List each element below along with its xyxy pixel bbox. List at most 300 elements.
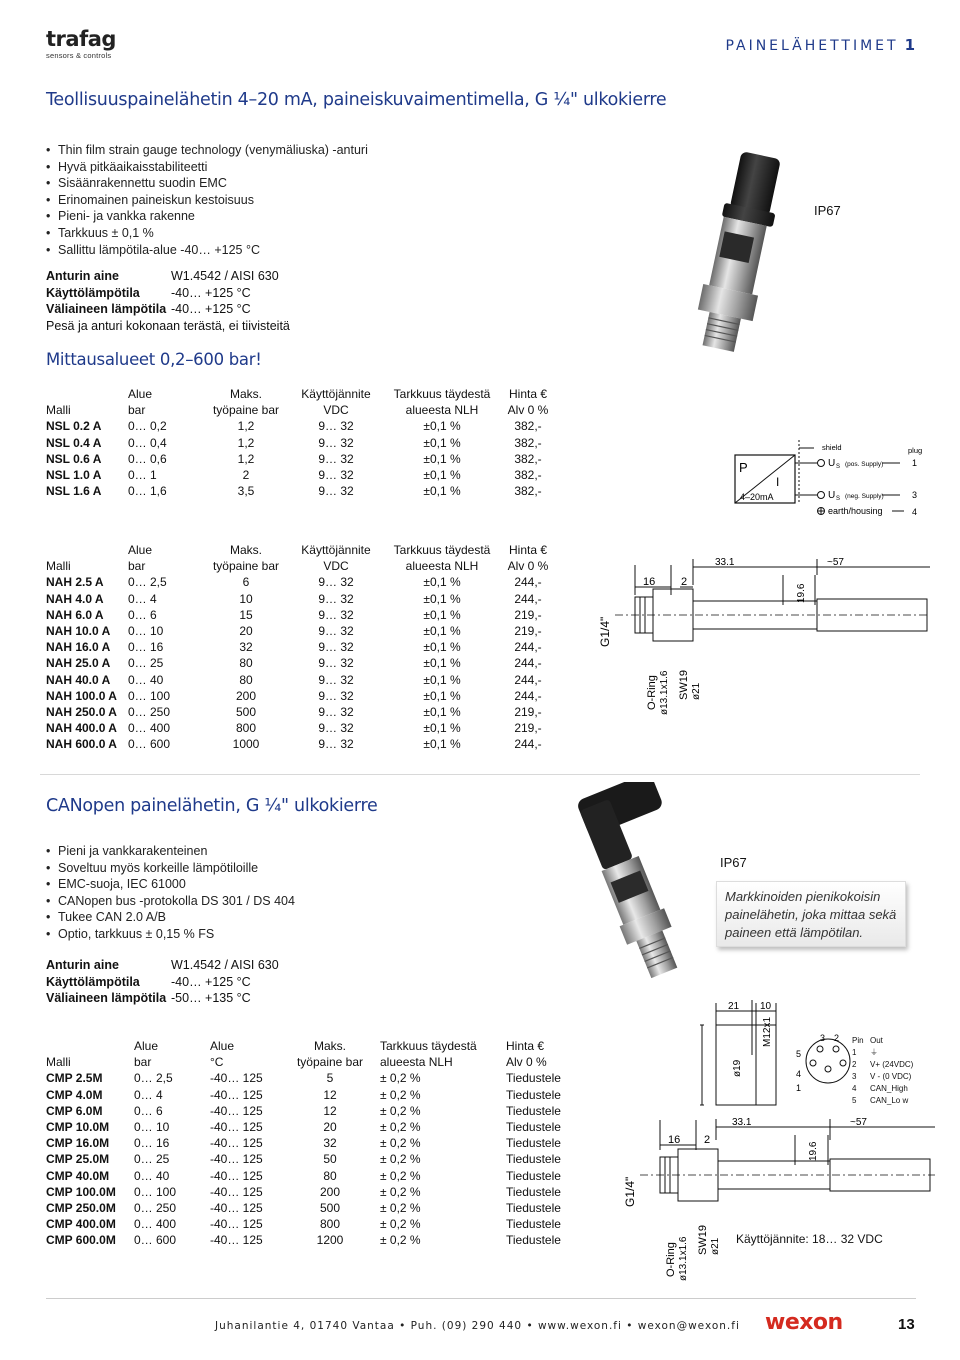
cmp-sensor-photo [548,782,718,987]
table-cell: Alue [128,543,153,557]
dim2-2: 2 [704,1134,711,1146]
pin-row [852,1083,916,1095]
feature-item: • CANopen bus -protokolla DS 301 / DS 404 [46,893,295,910]
table-row [46,1216,566,1232]
spec-value: -40… +125 °C [171,285,251,300]
table-cell: 0… 400 [134,1217,177,1232]
conn-pin-4: 4 [796,1069,802,1079]
table-cell: NAH 16.0 A [46,640,111,655]
table-cell: 244,- [514,688,542,703]
table-cell: -40… 125 [210,1152,263,1167]
table-cell: °C [210,1055,224,1070]
table-cell: alueesta NLH [380,1055,453,1070]
table-cell: ± 0,2 % [380,1168,421,1183]
table-cell: Tarkkuus täydestä [380,1039,477,1053]
table-cell: Alv 0 % [507,403,549,418]
table-cell: Hinta € [506,1039,545,1053]
table-row [46,1151,566,1167]
table-cell: bar [134,1055,152,1070]
dim-33: 33.1 [715,557,735,568]
table-cell: ±0,1 % [423,468,461,483]
table-cell: 0… 0,4 [128,435,167,450]
table-cell: 0… 0,2 [128,419,167,434]
table-cell: 382,- [514,419,542,434]
table-cell: 9… 32 [318,640,354,655]
spec-label: Anturin aine [46,269,119,283]
pin-header-row [852,1035,916,1047]
table-cell: ±0,1 % [423,705,461,720]
logo-wordmark: trafag [46,27,116,51]
table-cell: ±0,1 % [423,640,461,655]
nah-price-table [46,542,554,753]
table-cell: 20 [323,1120,337,1135]
dim2-33: 33.1 [732,1117,752,1128]
table-cell: 9… 32 [318,607,354,622]
table-cell [46,386,128,402]
section-title: PAINELÄHETTIMET [725,38,899,54]
dim2-10: 10 [760,1001,772,1012]
dim2-thread: G1/4" [623,1176,637,1207]
section1-specs [46,268,279,318]
table-cell: 244,- [514,737,542,752]
dim-oring-size: ø13.1x1.6 [659,670,670,715]
table-row [46,418,554,434]
table-cell: 244,- [514,640,542,655]
pin-cell: 2 [852,1060,857,1069]
table-cell: Tarkkuus täydestä [393,543,491,557]
table-cell: ±0,1 % [423,435,461,450]
dim2-21: 21 [728,1001,740,1012]
feature-item: • Tukee CAN 2.0 A/B [46,909,295,926]
dim2-oring: O-Ring [665,1242,677,1277]
table-cell: ±0,1 % [423,575,461,590]
nsl-price-table [46,386,554,499]
table-cell: Tiedustele [506,1217,561,1232]
pin-cell: V - (0 VDC) [870,1072,912,1081]
table-cell: Maks. [313,1039,346,1053]
table-cell: alueesta NLH [405,559,479,574]
section1-subtitle: Mittausalueet 0,2–600 bar! [46,350,262,369]
nsl-dimension-drawing [595,555,935,725]
spec-row [46,957,279,974]
table-cell: ±0,1 % [423,451,461,466]
table-cell: 244,- [514,672,542,687]
section2-feature-list [46,843,295,943]
pin-row [852,1047,916,1059]
table-row [46,1119,566,1135]
pin-header-cell: Out [870,1036,883,1045]
section-number: 1 [904,36,915,54]
spec-row [46,990,279,1007]
spec-label: Käyttölämpötila [46,974,140,989]
table-cell: 12 [323,1103,337,1118]
feature-item: • Pieni- ja vankka rakenne [46,208,368,225]
table-cell: -40… 125 [210,1217,263,1232]
table-cell: Alue [210,1039,235,1053]
table-row [46,451,554,467]
wiring-shield-label: shield [822,443,842,452]
wiring-diagram [732,438,932,522]
footer-address: Juhanilantie 4, 01740 Vantaa • Puh. (09) 290 440 • www.wexon.fi • wexon@wexon.fi [215,1320,740,1332]
table-cell: CMP 100.0M [46,1184,116,1199]
page-number: 13 [898,1316,915,1333]
table-cell: 9… 32 [318,688,354,703]
pin-cell: V+ (24VDC) [870,1060,914,1069]
table-cell: 5 [326,1071,334,1086]
table-cell: 244,- [514,591,542,606]
dim-16: 16 [643,576,656,588]
table-cell: CMP 4.0M [46,1087,103,1102]
feature-item: • EMC-suoja, IEC 61000 [46,876,295,893]
table-cell: Malli [46,403,71,418]
table-cell: -40… 125 [210,1103,263,1118]
table-cell [46,1038,134,1054]
nsl-sensor-photo [670,150,800,360]
table-cell: Alue [134,1039,159,1053]
table-cell: NSL 0.6 A [46,451,102,466]
table-cell: 9… 32 [318,705,354,720]
table-cell: -40… 125 [210,1201,263,1216]
table-cell: Alue [128,387,153,401]
caption-box: Markkinoiden pienikokoisin painelähetin, joka mittaa sekä paineen että lämpötilan. [716,881,906,947]
table-cell: 244,- [514,656,542,671]
table-cell: ± 0,2 % [380,1201,421,1216]
table-cell: 0… 6 [128,607,157,622]
wiring-us-pos: U [828,458,836,469]
table-cell: 244,- [514,575,542,590]
table-cell: CMP 400.0M [46,1217,116,1232]
spec-value: W1.4542 / AISI 630 [171,269,279,283]
table-row [46,607,554,623]
table-cell: työpaine bar [212,559,280,574]
wiring-pin-4: 4 [912,507,918,517]
table-row [46,591,554,607]
table-cell: ± 0,2 % [380,1087,421,1102]
table-cell: 382,- [514,435,542,450]
feature-item: • Soveltuu myös korkeille lämpötiloille [46,860,295,877]
table-cell: 0… 250 [128,705,171,720]
spec-row [46,285,279,302]
spec-value: W1.4542 / AISI 630 [171,958,279,972]
table-cell: Tiedustele [506,1233,561,1248]
pin-row [852,1095,916,1107]
pin-header-cell: Pin [852,1036,864,1045]
table-cell: 0… 400 [128,721,171,736]
table-cell: alueesta NLH [405,403,479,418]
table-cell: ±0,1 % [423,624,461,639]
feature-item: • Tarkkuus ± 0,1 % [46,225,368,242]
table-cell: 0… 16 [134,1136,170,1151]
table-cell: 1,2 [237,419,255,434]
table-cell: Hinta € [508,387,548,401]
table-cell: 0… 600 [134,1233,177,1248]
section-header [725,36,915,54]
table-row [46,1232,566,1248]
table-cell: 2 [242,468,250,483]
pin-assignment-table [852,1035,916,1107]
table-cell: 0… 2,5 [128,575,167,590]
table-cell: 80 [239,656,253,671]
table-cell: 9… 32 [318,435,354,450]
feature-item: • Erinomainen paineiskun kestoisuus [46,192,368,209]
table-cell: Alv 0 % [506,1055,547,1070]
table-cell: 1,2 [237,435,255,450]
table-cell: 0… 10 [134,1120,170,1135]
feature-item: • Thin film strain gauge technology (venymäliuska) -anturi [46,142,368,159]
table-cell: NAH 6.0 A [46,607,104,622]
table-cell: 219,- [514,624,542,639]
table-cell: ±0,1 % [423,656,461,671]
spec-row [46,268,279,285]
dim-oring: O-Ring [646,675,658,710]
pin-cell: 4 [852,1084,857,1093]
table-cell: ±0,1 % [423,484,461,499]
table-cell: NAH 2.5 A [46,575,104,590]
table-cell: NAH 250.0 A [46,705,117,720]
table-cell: Maks. [229,387,262,401]
table-cell: 0… 25 [134,1152,170,1167]
table-cell: 382,- [514,451,542,466]
table-cell: NAH 10.0 A [46,624,111,639]
table-cell: ± 0,2 % [380,1103,421,1118]
table-row [46,688,554,704]
feature-item: • Optio, tarkkuus ± 0,15 % FS [46,926,295,943]
table-cell: 9… 32 [318,484,354,499]
table-cell: ± 0,2 % [380,1233,421,1248]
table-cell: CMP 40.0M [46,1168,110,1183]
table-cell: ±0,1 % [423,737,461,752]
wiring-pin-3: 3 [912,490,918,500]
table-cell: 0… 600 [128,737,171,752]
table-cell: 500 [235,705,257,720]
table-cell: NSL 1.6 A [46,484,102,499]
table-cell: 9… 32 [318,591,354,606]
table-header-row [46,1054,566,1070]
table-cell: 10 [239,591,253,606]
table-cell: 1,2 [237,451,255,466]
table-cell: 50 [323,1152,337,1167]
dim2-m12: M12x1 [762,1016,773,1047]
dim-sw19: SW19 [678,670,690,700]
pin-cell: 1 [852,1048,857,1057]
table-cell: 9… 32 [318,624,354,639]
table-cell: -40… 125 [210,1184,263,1199]
table-row [46,1103,566,1119]
table-cell: Tiedustele [506,1168,561,1183]
dim-diameter: ø21 [691,682,702,700]
table-cell: NAH 100.0 A [46,688,117,703]
table-row [46,1200,566,1216]
table-cell: CMP 16.0M [46,1136,110,1151]
section2-title: CANopen painelähetin, G ¼" ulkokierre [46,796,378,816]
feature-item: • Sallittu lämpötila-alue -40… +125 °C [46,242,368,259]
table-cell: VDC [323,403,349,418]
spec-row [46,301,279,318]
table-cell: -40… 125 [210,1071,263,1086]
table-row [46,672,554,688]
section1-note: Pesä ja anturi kokonaan terästä, ei tiivisteitä [46,319,290,333]
table-cell: CMP 250.0M [46,1201,116,1216]
table-cell: ± 0,2 % [380,1120,421,1135]
table-row [46,435,554,451]
table-cell: -40… 125 [210,1233,263,1248]
spec-label: Anturin aine [46,958,119,972]
table-cell: bar [128,403,146,418]
table-cell: Tiedustele [506,1201,561,1216]
table-cell: 0… 4 [134,1087,163,1102]
table-cell: NAH 25.0 A [46,656,111,671]
feature-item: • Pieni ja vankkarakenteinen [46,843,295,860]
table-cell: Tiedustele [506,1120,561,1135]
table-cell: Tiedustele [506,1103,561,1118]
pin-cell: CAN_Lo w [870,1096,909,1105]
table-cell: 12 [323,1087,337,1102]
spec-row [46,974,279,991]
dim-thread: G1/4" [598,616,612,647]
pin-cell: 5 [852,1096,857,1105]
table-cell: 3,5 [237,484,255,499]
conn-pin-1: 1 [796,1083,802,1093]
table-cell: Tiedustele [506,1071,561,1086]
dim2-57: ~57 [850,1117,867,1128]
pin-row [852,1071,916,1083]
spec-value: -40… +125 °C [171,302,251,317]
table-cell: 32 [323,1136,337,1151]
table-cell: ± 0,2 % [380,1217,421,1232]
table-cell: Käyttöjännite [301,543,371,557]
table-cell: NAH 400.0 A [46,721,117,736]
table-cell: CMP 6.0M [46,1103,103,1118]
dim2-19-6: 19.6 [808,1141,819,1161]
table-cell: 382,- [514,484,542,499]
spec-label: Käyttölämpötila [46,285,140,300]
table-row [46,720,554,736]
table-cell: NSL 0.4 A [46,435,102,450]
section-divider [40,774,920,775]
table-cell: 32 [239,640,253,655]
table-cell: 0… 1 [128,468,157,483]
table-cell: 9… 32 [318,419,354,434]
wiring-us-pos-sub: S [836,464,841,470]
section1-feature-list [46,142,368,258]
table-row [46,623,554,639]
table-cell: ±0,1 % [423,721,461,736]
table-row [46,639,554,655]
table-cell: ±0,1 % [423,688,461,703]
conn-pin-5: 5 [796,1049,802,1059]
table-cell: ± 0,2 % [380,1136,421,1151]
table-cell: NSL 0.2 A [46,419,102,434]
table-cell: NSL 1.0 A [46,468,102,483]
table-cell: ± 0,2 % [380,1184,421,1199]
table-cell: 9… 32 [318,737,354,752]
table-cell: -40… 125 [210,1136,263,1151]
dim-19-6: 19.6 [796,583,807,603]
ip-rating-cmp: IP67 [720,855,747,870]
table-cell: CMP 2.5M [46,1071,103,1086]
table-cell: työpaine bar [296,1055,364,1070]
feature-item: • Hyvä pitkäaikaisstabiliteetti [46,159,368,176]
table-header-row [46,542,554,558]
dim2-oring-size: ø13.1x1.6 [678,1236,689,1281]
pin-cell: CAN_High [870,1084,908,1093]
table-cell: 6 [242,575,250,590]
table-cell: 0… 1,6 [128,484,167,499]
table-row [46,704,554,720]
voltage-note: Käyttöjännite: 18… 32 VDC [736,1232,883,1246]
dim2-16: 16 [668,1134,681,1146]
wiring-ma-label: 4–20mA [740,492,774,502]
table-cell: ±0,1 % [423,419,461,434]
table-cell: 200 [319,1184,341,1199]
cmp-price-table [46,1038,566,1249]
table-row [46,467,554,483]
wiring-plug-label: plug [908,446,923,455]
table-cell: 800 [319,1217,341,1232]
table-cell: NAH 4.0 A [46,591,104,606]
table-cell: työpaine bar [212,403,280,418]
table-cell: Tiedustele [506,1184,561,1199]
table-cell: CMP 600.0M [46,1233,116,1248]
table-cell: 1000 [232,737,260,752]
dim2-sw19: SW19 [697,1225,709,1255]
table-cell: 0… 6 [134,1103,163,1118]
wiring-i-label: I [776,475,780,489]
table-cell: 9… 32 [318,451,354,466]
table-cell: Käyttöjännite [301,387,371,401]
table-cell: 80 [239,672,253,687]
table-cell: Alv 0 % [507,559,549,574]
table-cell: 20 [239,624,253,639]
table-header-row [46,558,554,574]
wiring-neg-supply: (neg. Supply) [845,493,884,500]
table-cell: 800 [235,721,257,736]
table-cell: 219,- [514,607,542,622]
section2-specs [46,957,279,1007]
table-row [46,1184,566,1200]
table-cell: 0… 250 [134,1201,177,1216]
table-cell: 0… 100 [128,688,171,703]
table-cell: ±0,1 % [423,591,461,606]
conn-pin-3: 3 [820,1033,826,1043]
wiring-earth-label: earth/housing [828,506,883,516]
trafag-logo [46,29,118,63]
table-cell: Malli [46,1055,71,1070]
table-cell: 0… 4 [128,591,157,606]
wexon-logo: wexon [765,1310,843,1335]
table-cell: NAH 40.0 A [46,672,111,687]
pin-row [852,1059,916,1071]
table-cell: 219,- [514,721,542,736]
spec-value: -50… +135 °C [171,991,251,1006]
table-row [46,736,554,752]
table-cell: Tiedustele [506,1136,561,1151]
table-cell: ± 0,2 % [380,1071,421,1086]
table-header-row [46,402,554,418]
table-cell: 9… 32 [318,721,354,736]
wiring-us-neg: U [828,490,836,501]
table-cell: 9… 32 [318,656,354,671]
table-cell: Tiedustele [506,1152,561,1167]
table-cell: Tiedustele [506,1087,561,1102]
wiring-pin-1: 1 [912,458,918,468]
table-row [46,1168,566,1184]
table-cell: 0… 40 [128,672,164,687]
logo-tagline: sensors & controls [46,51,112,60]
table-cell: CMP 10.0M [46,1120,110,1135]
table-cell: bar [128,559,146,574]
spec-label: Väliaineen lämpötila [46,302,167,317]
